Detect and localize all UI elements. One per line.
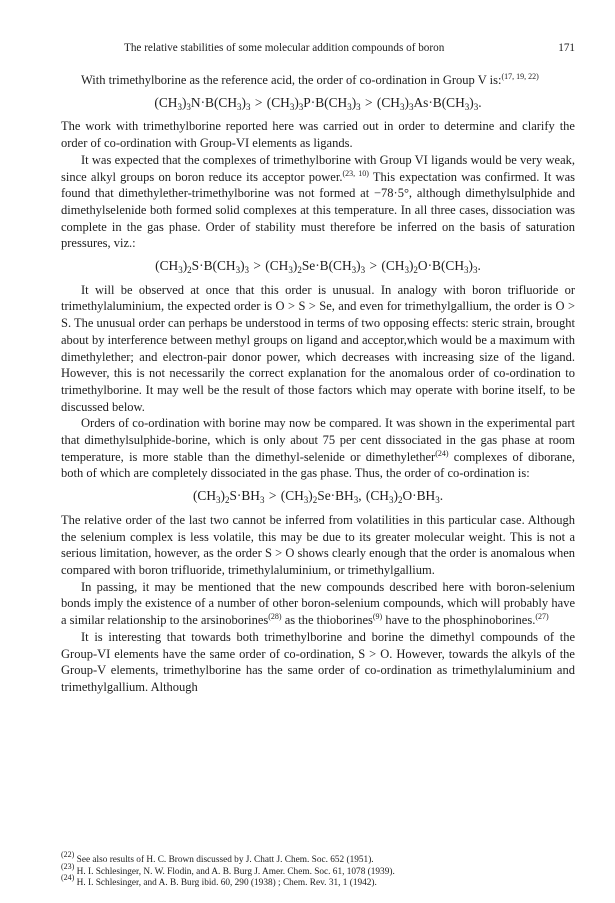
paragraph-2: The work with trimethylborine reported here was carried out in order to determine and clarify the order of co-ordination with Group-VI elements as ligands.	[61, 119, 575, 151]
citation-ref: (24)	[435, 448, 449, 458]
paragraph-7-text-b: as the thioborines	[281, 613, 373, 628]
citation-ref: (27)	[535, 612, 549, 622]
paragraph-5	[61, 415, 575, 482]
footnote	[61, 850, 575, 867]
footnote-text: H. I. Schlesinger, N. W. Flodin, and A. B. Burg J. Amer. Chem. Soc. 61, 1078 (1939).	[74, 866, 395, 877]
paragraph-1-text: With trimethylborine as the reference acid, the order of co-ordination in Group V is:	[81, 73, 502, 87]
formula-group-v-order	[61, 95, 575, 112]
paragraph-3	[61, 152, 575, 252]
paragraph-5-text-a: Orders of co-ordination with borine may now be compared. It was shown in the experimental part that dimethylsulphide-borine, which is only about 75 per cent dissociated in the gas phase at room temperature, is more stable than the dimethyl-selenide or dimethylether	[61, 416, 575, 464]
formula-group-vi-trimethylborine-order	[61, 258, 575, 275]
paragraph-3-text-a: It was expected that the complexes of trimethylborine with Group VI ligands would be very weak, since alkyl groups on boron reduce its acceptor power.	[61, 152, 575, 184]
citation-ref: (28)	[268, 612, 282, 622]
footnote-mark: (22)	[61, 850, 75, 859]
footnote	[61, 861, 575, 879]
body-text	[61, 72, 575, 696]
footnotes	[61, 850, 575, 890]
formula-text: $(CH_3)_2S\cdot B(CH_3)_3 > (CH_3)_2Se\cdot B(CH_3)_3 > (CH_3)_2O\cdot B(CH_3)_3$.	[155, 258, 481, 276]
paragraph-8: It is interesting that towards both trimethylborine and borine the dimethyl compounds of the Group-VI elements have the same order of co-ordination, S > O. However, towards the alkyls of the Group-V elements, trimethylborine has the same order of co-ordination as trimethylaluminium and trimethylgallium. Although	[61, 629, 575, 694]
paragraph-7-text-a: In passing, it may be mentioned that the new compounds described here with boron-selenium bonds imply the existence of a number of other boron-selenium compounds, which will probably have a similar relationship to the arsinoborines	[61, 579, 575, 628]
formula-text: $(CH_3)_3N\cdot B(CH_3)_3 > (CH_3)_3P\cdot B(CH_3)_3 > (CH_3)_3As\cdot B(CH_3)_3$.	[154, 94, 482, 112]
footnote-mark: (24)	[61, 873, 75, 883]
paragraph-6: The relative order of the last two cannot be inferred from volatilities in this particular case. Although the selenium complex is less volatile, this may be due to its greater molecular weight. This is not a serious limitation, however, as the order S > O shows clearly enough that the order is anomalous when compared with boron trifluoride, trimethylaluminium, or trimethylgallium.	[61, 512, 575, 577]
footnote-text: See also results of H. C. Brown discussed by J. Chatt J. Chem. Soc. 652 (1951).	[74, 855, 374, 865]
formula-text: $(CH_3)_2S\cdot BH_3 > (CH_3)_2Se\cdot BH_3$, $(CH_3)_2O\cdot BH_3$.	[192, 488, 444, 506]
paragraph-3-text-b: This expectation was confirmed. It was found that dimethylether-trimethylborine was not formed at −78·5°, although dimethylsulphide and dimethylselenide both formed solid complexes at this temperature. In all three cases, dissociation was complete in the gas phase. Order of stability must therefore be inferred on the basis of saturation pressures, viz.:	[61, 169, 575, 251]
paragraph-1	[61, 72, 575, 89]
citation-ref: (17, 19, 22)	[501, 72, 539, 81]
footnote-mark: (23)	[61, 861, 75, 871]
footnote-text: H. I. Schlesinger, and A. B. Burg ibid. 60, 290 (1938) ; Chem. Rev. 31, 1 (1942).	[74, 878, 377, 889]
paragraph-4: It will be observed at once that this order is unusual. In analogy with boron trifluoride or trimethylaluminium, the expected order is O > S > Se, and even for trimethylgallium, the order is O > S. The unusual order can perhaps be understood in terms of two opposing effects: steric strain, brought about by interference between methyl groups on ligand and acceptor,which would be a maximum with dimethylether; and electron-pair donor power, which decreases with increasing size of the ligand. However, this is not necessarily the correct explanation for the anomalous order of co-ordination to trimethylborine. It may well be the result of those factors which may operate with borine itself, to be discussed below.	[61, 282, 576, 414]
running-title: The relative stabilities of some molecular addition compounds of boron	[124, 42, 445, 54]
formula-borine-order	[61, 488, 575, 505]
citation-ref: (23, 10)	[342, 168, 369, 178]
footnote	[61, 873, 575, 890]
paragraph-7	[61, 579, 575, 629]
citation-ref: (9)	[372, 612, 383, 622]
page-number: 171	[558, 42, 575, 54]
paragraph-5-text-b: complexes of diborane, both of which are completely dissociated in the gas phase. Thus, the order of co-ordination is:	[61, 449, 575, 481]
paragraph-7-text-c: have to the phosphinoborines.	[382, 613, 536, 628]
